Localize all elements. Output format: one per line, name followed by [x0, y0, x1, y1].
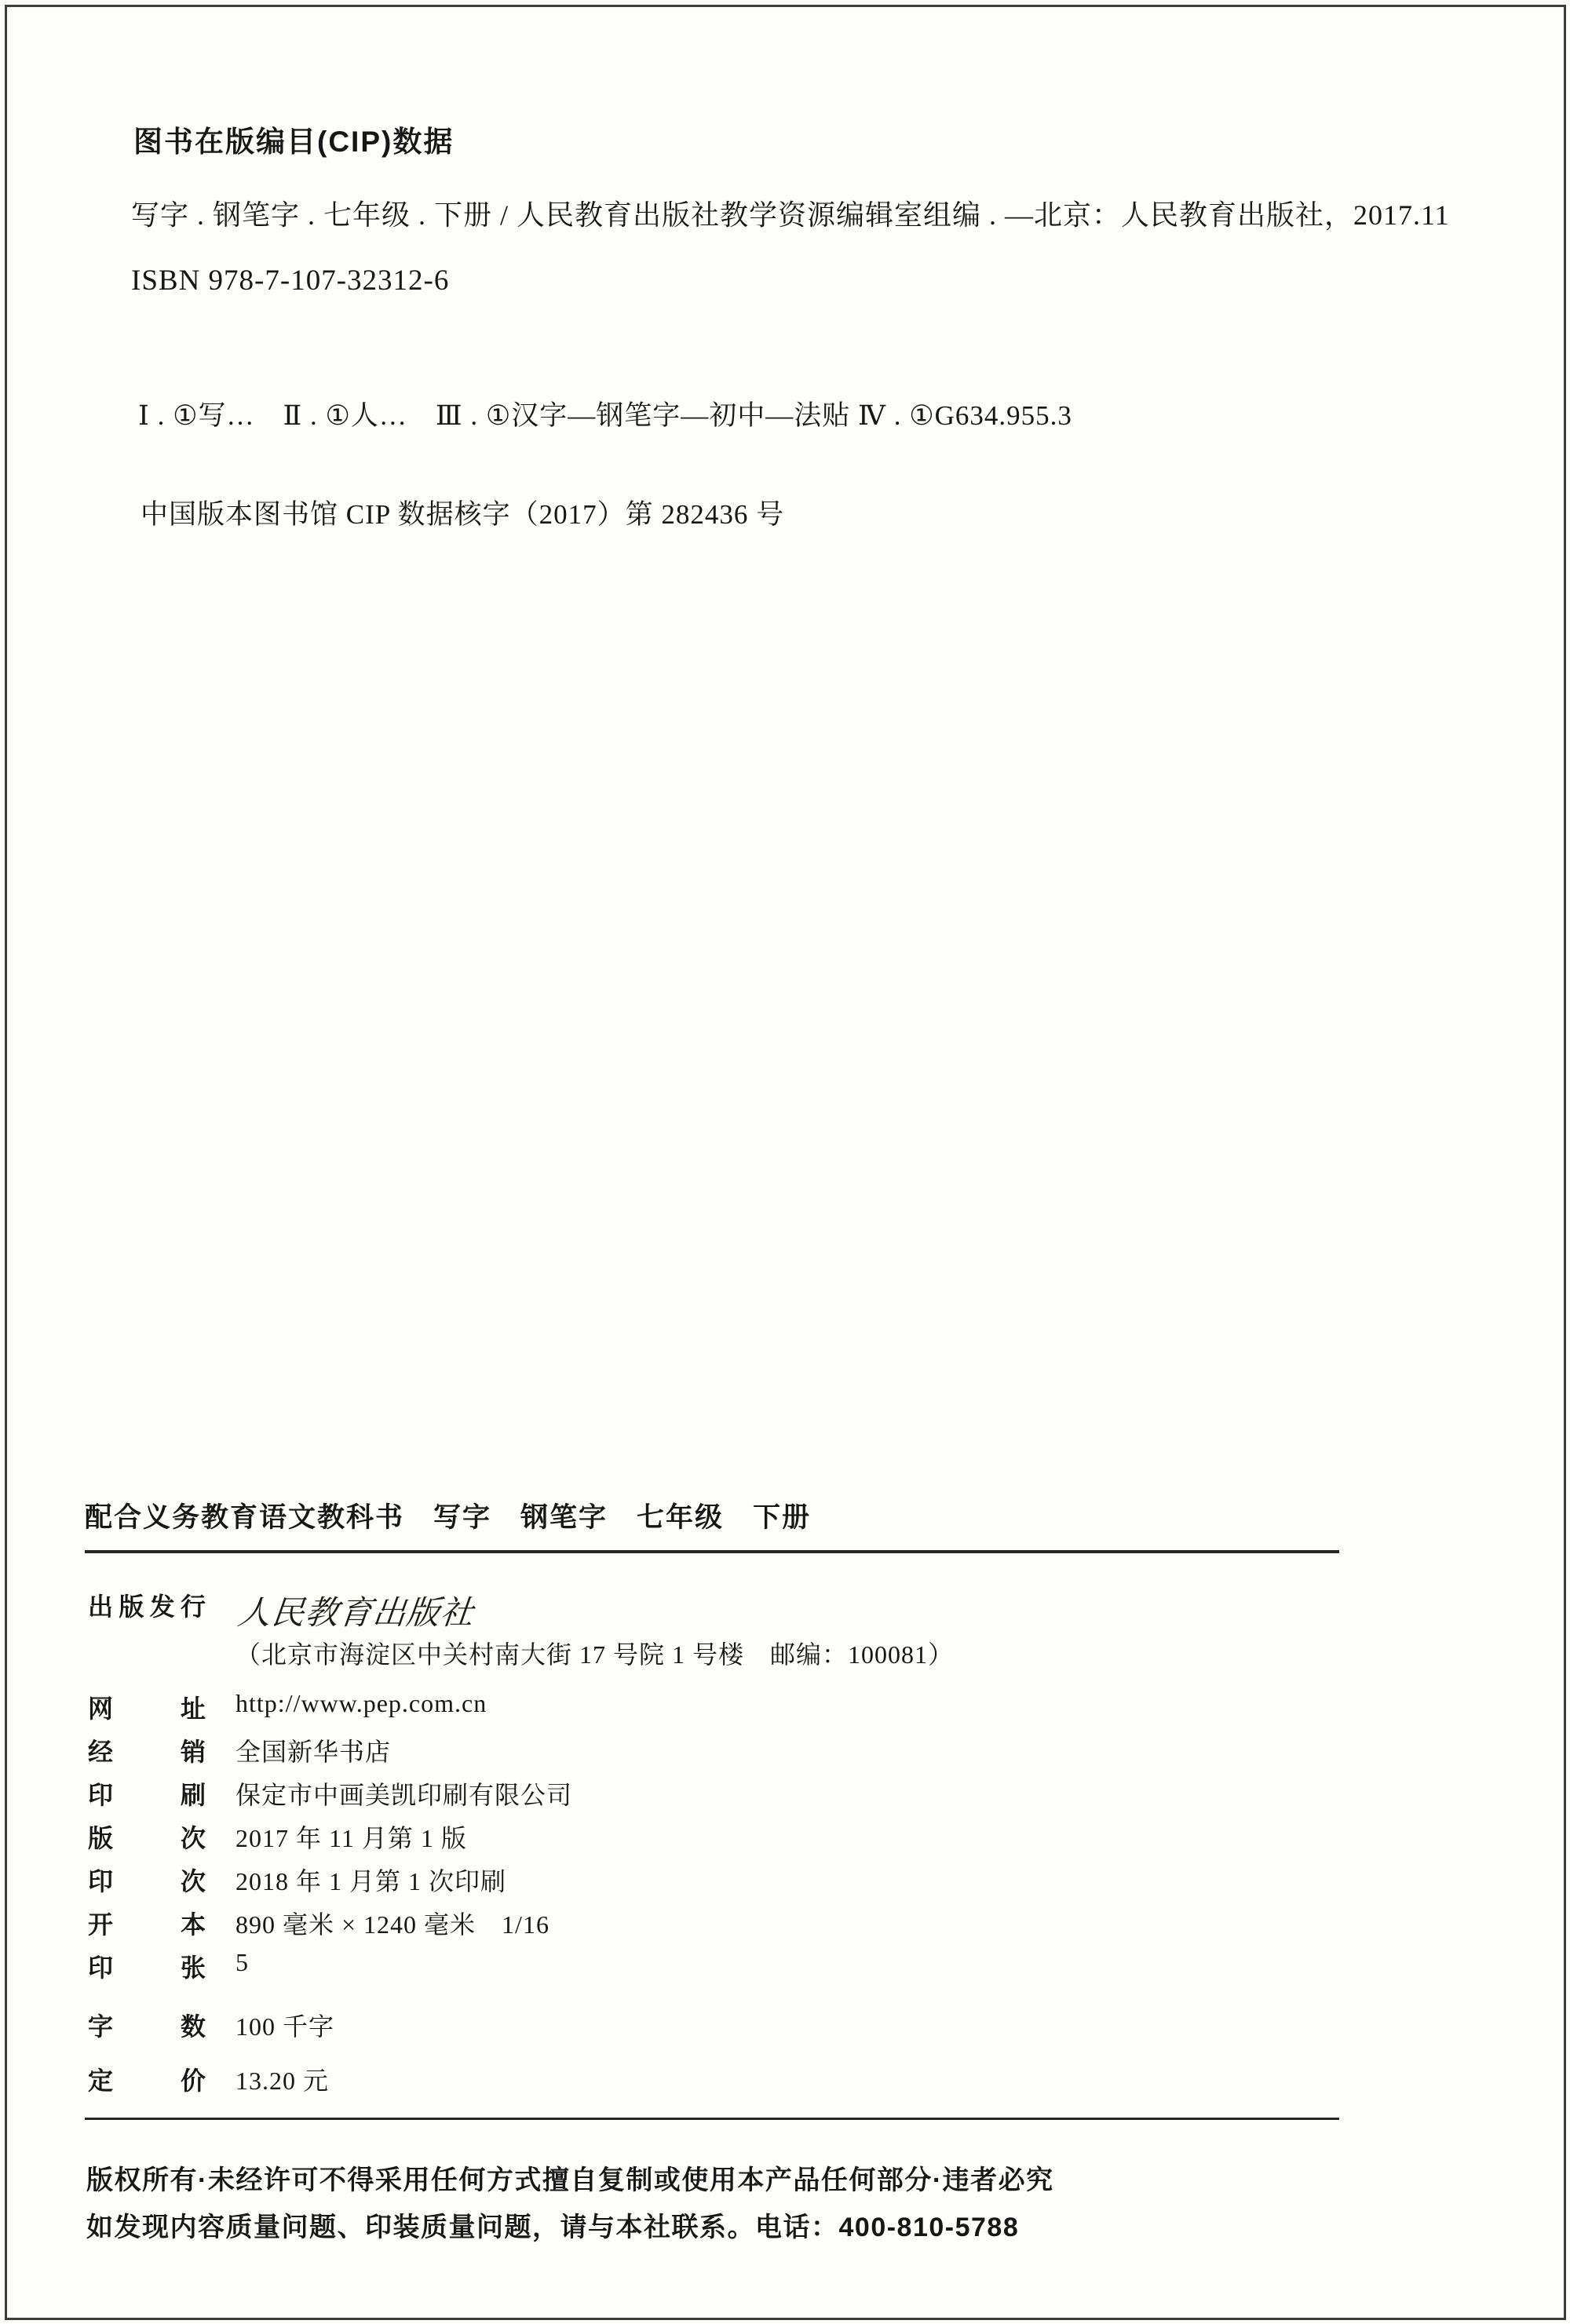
table-row-distributor [88, 1732, 1344, 1775]
row-label: 出版发行 [88, 1593, 206, 1621]
table-row-sheets [88, 1948, 1344, 1991]
table-row-price [88, 2061, 1344, 2104]
horizontal-rule-bottom [85, 2118, 1339, 2120]
row-label: 字数 [88, 2012, 206, 2041]
word-count: 100 千字 [236, 2012, 335, 2041]
price-value: 13.20 元 [236, 2067, 330, 2095]
printer-name: 保定市中画美凯印刷有限公司 [236, 1781, 573, 1809]
row-label: 版次 [88, 1824, 206, 1852]
publisher-url: http://www.pep.com.cn [236, 1689, 487, 1717]
row-label: 印刷 [88, 1781, 206, 1809]
cip-classification-line: Ⅰ . ①写… Ⅱ . ①人… Ⅲ . ①汉字—钢笔字—初中—法贴 Ⅳ . ①G634.955.3 [138, 400, 1072, 431]
edition-info: 2017 年 11 月第 1 版 [236, 1824, 467, 1852]
format-info: 890 毫米 × 1240 毫米 1/16 [236, 1910, 550, 1939]
printing-info: 2018 年 1 月第 1 次印刷 [236, 1867, 507, 1895]
copyright-notice-line: 版权所有·未经许可不得采用任何方式擅自复制或使用本产品任何部分·违者必究 [86, 2165, 1054, 2195]
cip-block-title: 图书在版编目(CIP)数据 [133, 126, 455, 158]
row-label: 印张 [88, 1954, 206, 1982]
publisher-script-name: 人民教育出版社 [236, 1596, 476, 1632]
row-label: 网址 [88, 1695, 206, 1723]
isbn-number: ISBN 978-7-107-32312-6 [131, 265, 450, 297]
table-row-address [88, 1635, 1344, 1678]
horizontal-rule-top [85, 1550, 1339, 1553]
sheet-count: 5 [236, 1948, 249, 1976]
cip-record-number: 中国版本图书馆 CIP 数据核字（2017）第 282436 号 [141, 499, 785, 530]
table-row-publisher [88, 1587, 1344, 1630]
cip-bibliographic-description: 写字 . 钢笔字 . 七年级 . 下册 / 人民教育出版社教学资源编辑室组编 . —北京：人民教育出版社，2017.11 [131, 199, 1450, 231]
row-label: 经销 [88, 1738, 206, 1766]
publication-info-table [88, 1587, 1344, 2104]
table-row-printing [88, 1862, 1344, 1905]
row-label: 定价 [88, 2067, 206, 2095]
table-row-website [88, 1689, 1344, 1732]
table-row-format [88, 1905, 1344, 1948]
row-label: 开本 [88, 1910, 206, 1939]
table-row-wordcount [88, 2007, 1344, 2050]
table-row-edition [88, 1819, 1344, 1862]
distributor-name: 全国新华书店 [236, 1738, 392, 1766]
series-note-heading: 配合义务教育语文教科书 写字 钢笔字 七年级 下册 [85, 1502, 812, 1533]
quality-contact-line: 如发现内容质量问题、印装质量问题，请与本社联系。电话：400-810-5788 [86, 2213, 1020, 2242]
table-row-printer [88, 1775, 1344, 1819]
row-label: 印次 [88, 1867, 206, 1895]
publisher-address: （北京市海淀区中关村南大街 17 号院 1 号楼 邮编：100081） [236, 1640, 955, 1669]
